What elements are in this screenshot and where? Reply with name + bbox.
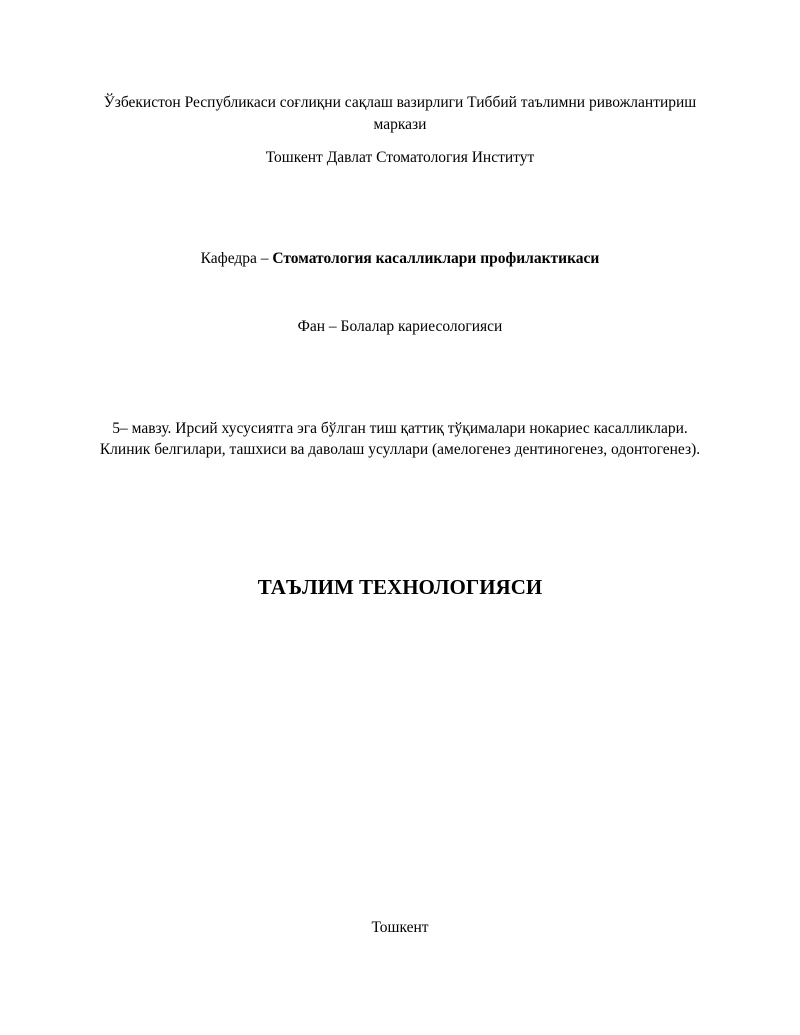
subject-line: Фан – Болалар кариесологияси (297, 318, 503, 335)
ministry-line-1: Ўзбекистон Республикаси соғлиқни сақлаш вазирлиги Тиббий таълимни ривожлантириш (103, 94, 697, 111)
department-prefix: Кафедра – (200, 250, 273, 267)
topic-line-1: 5– мавзу. Ирсий хусусиятга эга бўлган тиш қаттиқ тўқималари нокариес касалликлари. (112, 420, 688, 437)
department-name: Стоматология касалликлари профилактикаси (272, 250, 600, 267)
footer-city: Тошкент (371, 919, 429, 936)
topic-line-2: Клиник белгилари, ташхиси ва даволаш усуллари (амелогенез дентиногенез, одонтогенез). (99, 441, 701, 458)
ministry-line-2: маркази (373, 116, 427, 133)
document-title: ТАЪЛИМ ТЕХНОЛОГИЯСИ (257, 575, 543, 599)
institute-name: Тошкент Давлат Стоматология Институт (265, 149, 535, 166)
department-line (0, 249, 800, 269)
